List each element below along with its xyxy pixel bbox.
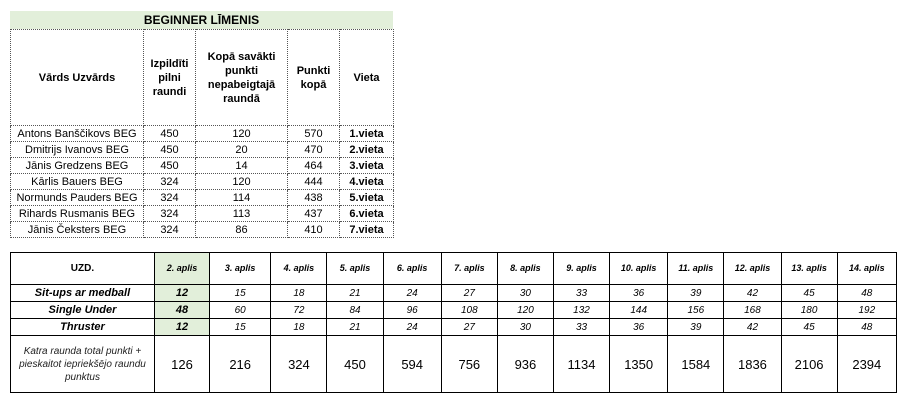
exercise-value: 156 xyxy=(668,302,724,319)
exercise-value: 168 xyxy=(724,302,781,319)
result-place: 4.vieta xyxy=(340,174,394,190)
result-rounds: 324 xyxy=(144,174,196,190)
result-partial: 14 xyxy=(196,158,288,174)
result-partial: 120 xyxy=(196,126,288,142)
total-value: 126 xyxy=(154,336,209,393)
exercise-value: 42 xyxy=(724,319,781,336)
exercise-value: 24 xyxy=(383,285,441,302)
round-header: 2. aplis xyxy=(154,253,209,285)
exercise-value: 144 xyxy=(610,302,668,319)
round-header: 9. aplis xyxy=(553,253,609,285)
round-header: 7. aplis xyxy=(441,253,497,285)
result-place: 2.vieta xyxy=(340,142,394,158)
totals-label: Katra raunda total punkti + pieskaitot iepriekšējo raundu punktus xyxy=(11,336,155,393)
total-value: 1584 xyxy=(668,336,724,393)
results-header-row xyxy=(11,30,394,126)
exercise-value: 30 xyxy=(497,319,553,336)
exercise-value: 30 xyxy=(497,285,553,302)
totals-row xyxy=(11,336,897,393)
round-header: 6. aplis xyxy=(383,253,441,285)
total-value: 1836 xyxy=(724,336,781,393)
exercise-row xyxy=(11,319,897,336)
result-partial: 114 xyxy=(196,190,288,206)
result-place: 7.vieta xyxy=(340,222,394,238)
header-name: Vārds Uzvārds xyxy=(11,30,144,126)
header-rounds: Izpildīti pilni raundi xyxy=(144,30,196,126)
result-place: 3.vieta xyxy=(340,158,394,174)
exercise-name: Single Under xyxy=(11,302,155,319)
result-rounds: 324 xyxy=(144,206,196,222)
header-points: Punkti kopā xyxy=(288,30,340,126)
exercise-value: 18 xyxy=(271,319,327,336)
exercise-value: 180 xyxy=(781,302,837,319)
total-value: 594 xyxy=(383,336,441,393)
result-points: 437 xyxy=(288,206,340,222)
exercise-value: 120 xyxy=(497,302,553,319)
level-title: BEGINNER LĪMENIS xyxy=(10,11,393,29)
exercise-value: 96 xyxy=(383,302,441,319)
header-place: Vieta xyxy=(340,30,394,126)
result-name: Dmitrijs Ivanovs BEG xyxy=(11,142,144,158)
result-partial: 113 xyxy=(196,206,288,222)
round-header: 5. aplis xyxy=(327,253,383,285)
exercise-value: 39 xyxy=(668,319,724,336)
result-name: Antons Banščikovs BEG xyxy=(11,126,144,142)
result-rounds: 450 xyxy=(144,158,196,174)
result-points: 410 xyxy=(288,222,340,238)
result-partial: 120 xyxy=(196,174,288,190)
exercise-value: 60 xyxy=(209,302,270,319)
exercise-value: 84 xyxy=(327,302,383,319)
exercise-value: 27 xyxy=(441,285,497,302)
exercise-value: 45 xyxy=(781,285,837,302)
round-header: 8. aplis xyxy=(497,253,553,285)
exercise-name: Sit-ups ar medball xyxy=(11,285,155,302)
exercise-value: 192 xyxy=(837,302,896,319)
exercise-value: 33 xyxy=(553,285,609,302)
exercise-row xyxy=(11,285,897,302)
result-rounds: 450 xyxy=(144,142,196,158)
result-name: Rihards Rusmanis BEG xyxy=(11,206,144,222)
result-partial: 20 xyxy=(196,142,288,158)
exercise-value: 48 xyxy=(837,319,896,336)
result-name: Kārlis Bauers BEG xyxy=(11,174,144,190)
result-rounds: 324 xyxy=(144,222,196,238)
uzd-label: UZD. xyxy=(11,253,155,285)
round-header: 4. aplis xyxy=(271,253,327,285)
result-place: 5.vieta xyxy=(340,190,394,206)
exercise-value: 21 xyxy=(327,285,383,302)
total-value: 450 xyxy=(327,336,383,393)
result-row xyxy=(11,126,394,142)
total-value: 216 xyxy=(209,336,270,393)
round-header: 3. aplis xyxy=(209,253,270,285)
result-row xyxy=(11,190,394,206)
result-row xyxy=(11,222,394,238)
total-value: 2106 xyxy=(781,336,837,393)
header-partial: Kopā savākti punkti nepabeigtajā raundā xyxy=(196,30,288,126)
exercise-value: 18 xyxy=(271,285,327,302)
result-row xyxy=(11,158,394,174)
exercise-value: 12 xyxy=(154,285,209,302)
round-header: 10. aplis xyxy=(610,253,668,285)
exercise-value: 36 xyxy=(610,319,668,336)
exercise-value: 33 xyxy=(553,319,609,336)
total-value: 756 xyxy=(441,336,497,393)
result-row xyxy=(11,174,394,190)
result-name: Jānis Gredzens BEG xyxy=(11,158,144,174)
round-header: 12. aplis xyxy=(724,253,781,285)
exercise-value: 45 xyxy=(781,319,837,336)
result-rounds: 324 xyxy=(144,190,196,206)
exercise-value: 108 xyxy=(441,302,497,319)
rounds-header-row xyxy=(11,253,897,285)
round-header: 13. aplis xyxy=(781,253,837,285)
result-name: Jānis Čeksters BEG xyxy=(11,222,144,238)
exercise-value: 72 xyxy=(271,302,327,319)
result-rounds: 450 xyxy=(144,126,196,142)
exercise-value: 15 xyxy=(209,285,270,302)
exercise-value: 48 xyxy=(154,302,209,319)
result-place: 6.vieta xyxy=(340,206,394,222)
round-header: 14. aplis xyxy=(837,253,896,285)
exercise-value: 24 xyxy=(383,319,441,336)
results-table xyxy=(10,29,394,238)
exercise-value: 132 xyxy=(553,302,609,319)
result-points: 570 xyxy=(288,126,340,142)
total-value: 2394 xyxy=(837,336,896,393)
exercise-value: 15 xyxy=(209,319,270,336)
result-place: 1.vieta xyxy=(340,126,394,142)
exercise-name: Thruster xyxy=(11,319,155,336)
result-row xyxy=(11,206,394,222)
exercise-row xyxy=(11,302,897,319)
total-value: 936 xyxy=(497,336,553,393)
round-header: 11. aplis xyxy=(668,253,724,285)
result-partial: 86 xyxy=(196,222,288,238)
total-value: 1134 xyxy=(553,336,609,393)
exercise-value: 27 xyxy=(441,319,497,336)
result-points: 444 xyxy=(288,174,340,190)
exercise-value: 21 xyxy=(327,319,383,336)
result-points: 464 xyxy=(288,158,340,174)
result-points: 438 xyxy=(288,190,340,206)
exercise-value: 39 xyxy=(668,285,724,302)
total-value: 1350 xyxy=(610,336,668,393)
result-name: Normunds Pauders BEG xyxy=(11,190,144,206)
exercise-value: 48 xyxy=(837,285,896,302)
exercise-value: 12 xyxy=(154,319,209,336)
result-points: 470 xyxy=(288,142,340,158)
result-row xyxy=(11,142,394,158)
rounds-table xyxy=(10,252,897,393)
exercise-value: 36 xyxy=(610,285,668,302)
exercise-value: 42 xyxy=(724,285,781,302)
total-value: 324 xyxy=(271,336,327,393)
